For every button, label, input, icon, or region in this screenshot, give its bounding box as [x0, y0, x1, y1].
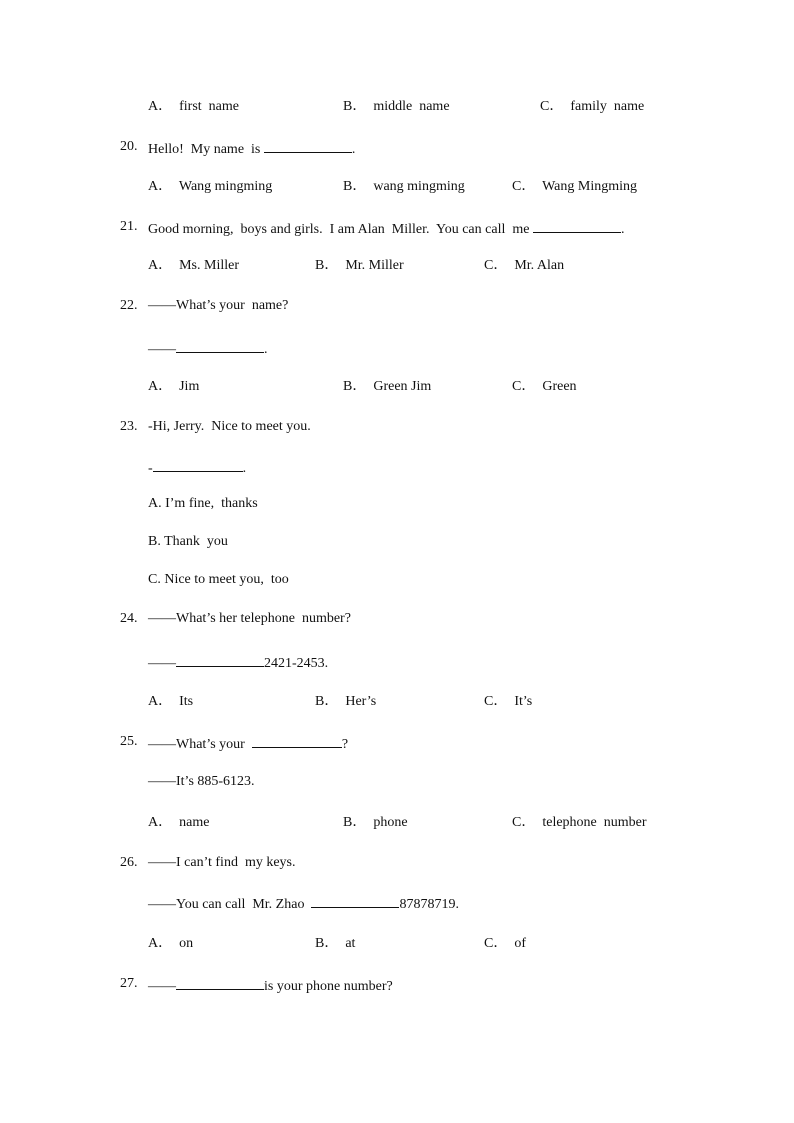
answer-blank	[176, 975, 264, 990]
question-22-text: ——What’s your name?	[148, 298, 289, 313]
q23-option-a: A. I’m fine, thanks	[148, 496, 258, 511]
q24-option-c: C． It’s	[484, 694, 533, 709]
answer-blank	[264, 138, 352, 153]
question-20-text	[148, 138, 355, 159]
question-text-end: is your phone number?	[264, 979, 393, 994]
q26-option-b: B． at	[315, 936, 356, 951]
answer-blank	[252, 733, 342, 748]
q21-option-a: A． Ms. Miller	[148, 258, 239, 273]
question-23-answer-line	[148, 457, 246, 478]
question-text: ——You can call Mr. Zhao	[148, 897, 312, 912]
q22-option-c: C． Green	[512, 379, 577, 394]
line-end: 87878719.	[399, 897, 459, 912]
q20-option-c: C． Wang Mingming	[512, 179, 638, 194]
question-text-end: .	[620, 222, 625, 237]
question-23-text: -Hi, Jerry. Nice to meet you.	[148, 419, 311, 434]
question-number: 23.	[120, 419, 138, 434]
question-27-text	[148, 975, 393, 996]
question-21-text	[148, 218, 624, 239]
answer-blank	[311, 893, 399, 908]
question-number: 22.	[120, 298, 138, 313]
answer-blank	[533, 218, 621, 233]
q19-option-c: C． family name	[540, 99, 645, 114]
dash-prefix: ——	[148, 342, 176, 357]
q26-option-a: A． on	[148, 936, 194, 951]
question-22-answer-line	[148, 338, 268, 359]
question-25-text	[148, 733, 348, 754]
question-25-answer-line: ——It’s 885-6123.	[148, 774, 255, 789]
q23-option-b: B. Thank you	[148, 534, 228, 549]
q25-option-b: B． phone	[343, 815, 408, 830]
q25-option-c: C． telephone number	[512, 815, 647, 830]
question-text-end: ?	[341, 737, 349, 752]
q20-option-a: A． Wang mingming	[148, 179, 273, 194]
question-number: 24.	[120, 611, 138, 626]
q22-option-a: A． Jim	[148, 379, 200, 394]
question-26-text: ——I can’t find my keys.	[148, 855, 296, 870]
q20-option-b: B． wang mingming	[343, 179, 465, 194]
question-text: Good morning, boys and girls. I am Alan Miller. You can call me	[148, 222, 533, 237]
question-text: ——What’s your	[148, 737, 252, 752]
question-number: 27.	[120, 976, 138, 991]
question-24-text: ——What’s her telephone number?	[148, 611, 351, 626]
q25-option-a: A． name	[148, 815, 210, 830]
question-number: 21.	[120, 219, 138, 234]
question-text: Hello! My name is	[148, 142, 264, 157]
q19-option-a: A． first name	[148, 99, 239, 114]
q19-option-b: B． middle name	[343, 99, 450, 114]
question-24-answer-line	[148, 652, 328, 673]
line-end: .	[264, 342, 268, 357]
q21-option-c: C． Mr. Alan	[484, 258, 565, 273]
dash-prefix: -	[148, 461, 153, 476]
line-end: 2421-2453.	[264, 656, 329, 671]
answer-blank	[176, 338, 264, 353]
answer-blank	[153, 457, 243, 472]
line-end: .	[242, 461, 247, 476]
dash-prefix: ——	[148, 656, 176, 671]
q21-option-b: B． Mr. Miller	[315, 258, 404, 273]
question-text-end: .	[351, 142, 356, 157]
answer-blank	[176, 652, 264, 667]
dash-prefix: ——	[148, 979, 176, 994]
q24-option-a: A． Its	[148, 694, 194, 709]
q24-option-b: B． Her’s	[315, 694, 377, 709]
question-number: 20.	[120, 139, 138, 154]
question-number: 25.	[120, 734, 138, 749]
question-number: 26.	[120, 855, 138, 870]
q26-option-c: C． of	[484, 936, 526, 951]
q22-option-b: B． Green Jim	[343, 379, 432, 394]
q23-option-c: C. Nice to meet you, too	[148, 572, 289, 587]
question-26-answer-line	[148, 893, 459, 914]
